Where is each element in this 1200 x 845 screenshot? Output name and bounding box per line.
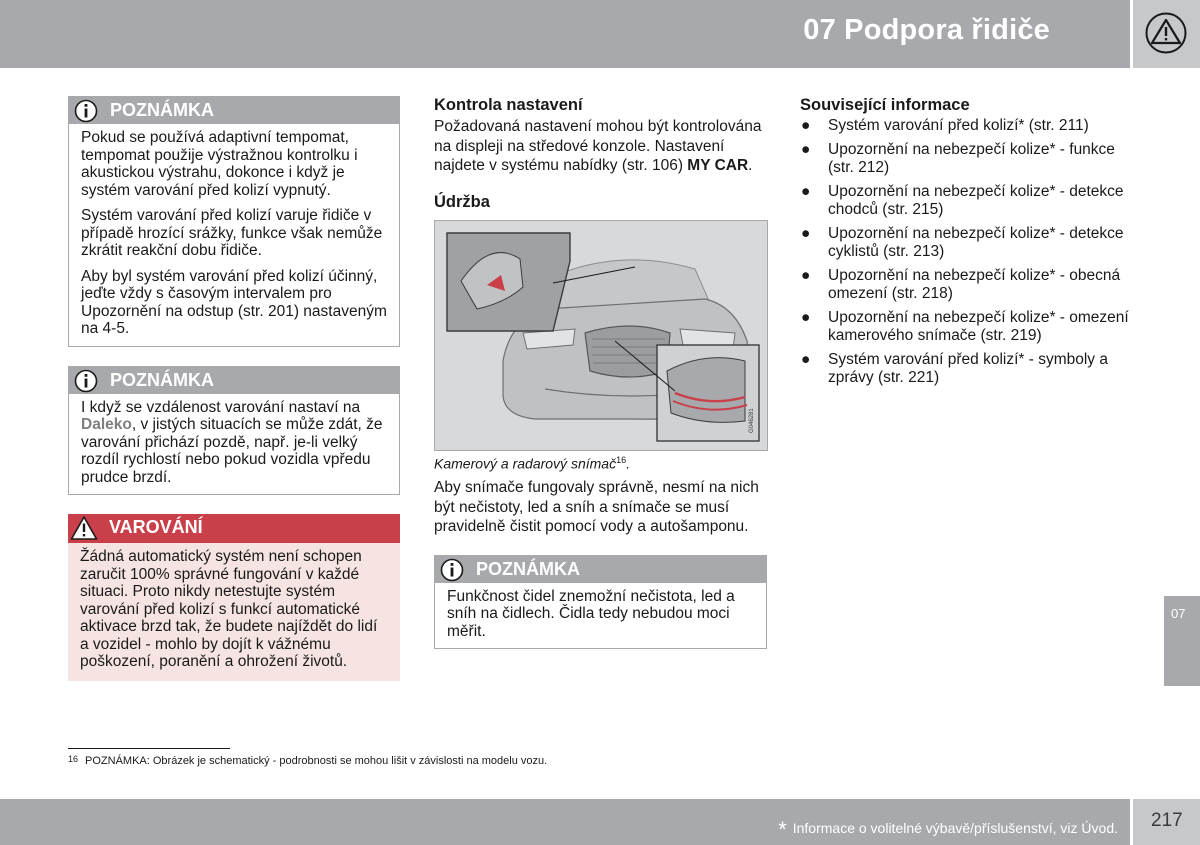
note-box	[68, 96, 400, 347]
related-info-heading: Související informace	[800, 96, 970, 114]
column-middle	[434, 96, 767, 668]
related-link-item[interactable]: ● Upozornění na nebezpečí kolize* - detekce chodců (str. 215)	[801, 182, 1124, 218]
footnote-ref: 16	[616, 454, 627, 465]
related-link-item[interactable]: ● Upozornění na nebezpečí kolize* - obecná omezení (str. 218)	[801, 266, 1121, 302]
footer-note: * Informace o volitelné výbavě/příslušenství, viz Úvod.	[778, 817, 1118, 842]
related-link-item[interactable]: ● Systém varování před kolizí* - symboly a zprávy (str. 221)	[801, 350, 1108, 386]
note-paragraph: Pokud se používá adaptivní tempomat, tempomat použije výstražnou kontrolku i akustickou výstrahu, dokonce i když je systém varování před kolizí vypnutý.	[81, 129, 358, 199]
note-header	[69, 97, 399, 124]
image-code: G046281	[749, 407, 755, 433]
note-body	[69, 124, 399, 346]
bullet-icon: ●	[801, 308, 811, 326]
warning-header	[68, 514, 400, 543]
page-number-box	[1133, 799, 1200, 845]
note-body	[69, 394, 399, 495]
note-box	[68, 366, 400, 496]
related-link-item[interactable]: ● Upozornění na nebezpečí kolize* - detekce cyklistů (str. 213)	[801, 224, 1124, 260]
note-paragraph: Aby byl systém varování před kolizí účinný, jeďte vždy s časovým intervalem pro Upozornění na odstup (str. 201) nastaveným na 4-5.	[81, 267, 387, 337]
warning-body: Žádná automatický systém není schopen zaručit 100% správné fungování v každé situaci. Proto nikdy netestujte systém varování před kolizí s funkcí automatické aktivace brzd tak, že budete najíždět do lidí a vozidel - mohlo by dojít k vážnému poškození, poranění a ohrožení životů.	[68, 543, 400, 681]
page-footer	[0, 799, 1130, 845]
related-link-item[interactable]: ● Upozornění na nebezpečí kolize* - funkce (str. 212)	[801, 140, 1115, 176]
info-icon	[74, 99, 98, 123]
asterisk-icon: *	[778, 817, 787, 842]
column-right	[800, 96, 1130, 393]
footnote-number: 16	[68, 754, 79, 764]
note-paragraph: I když se vzdálenost varování nastaví na Daleko, v jistých situacích se může zdát, že varování přichází pozdě, např. je-li velký rozdíl rychlostí nebo pokud vozidla vpředu prudce brzdí.	[81, 398, 383, 486]
note-paragraph: Funkčnost čidel znemožní nečistota, led a sníh na čidlech. Čidla tedy nebudou moci měřit.	[447, 587, 735, 640]
bullet-icon: ●	[801, 266, 811, 284]
header-warning-box	[1133, 0, 1200, 68]
page-number: 217	[1151, 810, 1183, 831]
section-heading: Údržba	[434, 192, 490, 211]
note-header	[69, 367, 399, 394]
sensor-illustration	[434, 220, 768, 451]
footnote-divider	[68, 748, 230, 749]
note-header	[435, 556, 766, 583]
bullet-icon: ●	[801, 117, 811, 134]
bullet-icon: ●	[801, 224, 811, 242]
info-icon	[440, 558, 464, 582]
note-paragraph: Systém varování před kolizí varuje řidiče v případě hrozící srážky, funkce však nemůže zkrátit reakční dobu řidiče.	[81, 207, 383, 259]
related-link-item[interactable]: ● Systém varování před kolizí* (str. 211)	[801, 117, 1089, 134]
warning-label: VAROVÁNÍ	[109, 517, 203, 537]
info-icon	[74, 369, 98, 393]
column-left	[68, 96, 400, 700]
bullet-icon: ●	[801, 182, 811, 200]
note-label: POZNÁMKA	[110, 100, 214, 120]
warning-box	[68, 514, 400, 681]
note-label: POZNÁMKA	[476, 558, 580, 579]
note-label: POZNÁMKA	[110, 369, 214, 390]
bullet-icon: ●	[801, 350, 811, 368]
section-text: Aby snímače fungovaly správně, nesmí na nich být nečistoty, led a sníh a snímače se musí pravidelně čistit pomocí vody a autošamponu.	[434, 479, 759, 536]
chapter-title: 07 Podpora řidiče	[803, 14, 1050, 46]
chapter-tab[interactable]	[1164, 596, 1200, 686]
footnote-text: POZNÁMKA: Obrázek je schematický - podrobnosti se mohou lišit v závislosti na modelu vozu.	[85, 755, 548, 767]
warning-triangle-icon	[1145, 12, 1187, 54]
highlighted-term: Daleko	[81, 416, 132, 433]
note-box	[434, 555, 767, 650]
warning-triangle-icon	[70, 515, 98, 541]
footnote	[68, 755, 547, 767]
car-sensor-drawing	[435, 221, 768, 451]
figure-caption: Kamerový a radarový snímač$^{16}$.	[434, 454, 630, 472]
section-heading: Kontrola nastavení	[434, 96, 583, 114]
related-link-item[interactable]: ● Upozornění na nebezpečí kolize* - omezení kamerového snímače (str. 219)	[801, 308, 1129, 344]
related-links-list	[800, 117, 1130, 388]
chapter-tab-label: 07	[1171, 606, 1186, 621]
bullet-icon: ●	[801, 140, 811, 158]
menu-reference: MY CAR	[687, 157, 749, 174]
note-body	[435, 583, 766, 649]
page-header	[0, 0, 1130, 68]
section-text: Požadovaná nastavení mohou být kontrolována na displeji na středové konzole. Nastavení najdete v systému nabídky (str. 106) MY CAR.	[434, 118, 762, 174]
